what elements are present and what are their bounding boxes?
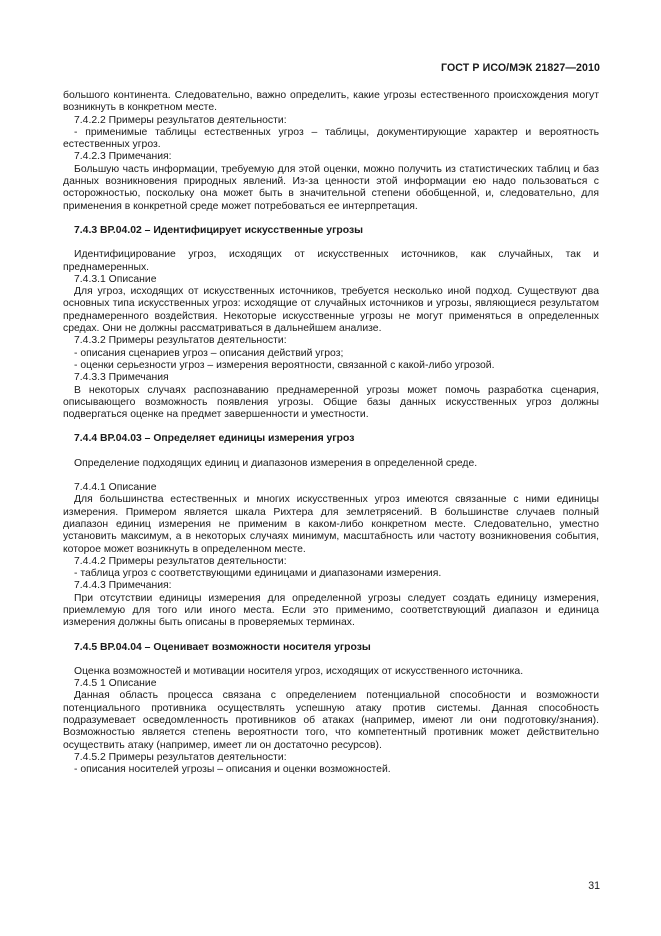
paragraph: Идентифицирование угроз, исходящих от искусственных источников, как случайных, так и преднамеренных. — [63, 249, 599, 273]
subsection-heading: 7.4.2.3 Примечания: — [74, 151, 172, 163]
paragraph: Определение подходящих единиц и диапазонов измерения в определенной среде. — [74, 457, 478, 469]
section-heading: 7.4.4 ВР.04.03 – Определяет единицы измерения угроз — [74, 433, 355, 445]
list-item: - оценки серьезности угроз – измерения вероятности, связанной с какой-либо угрозой. — [74, 359, 495, 371]
document-body — [63, 90, 599, 777]
subsection-heading: 7.4.5 1 Описание — [74, 678, 157, 690]
paragraph: Данная область процесса связана с определением потенциальной способности и возможности потенциального противника осуществлять успешную атаку против системы. Данная способность подразумевает осведомленность противников об атаках (например, имеют ли они подготовку/знания). Возможностью является степень вероятности того, что компетентный противник может действительно осуществить атаку (например, имеет ли он достаточно ресурсов). — [63, 690, 599, 751]
section-heading: 7.4.3 ВР.04.02 – Идентифицирует искусственные угрозы — [74, 224, 363, 236]
paragraph: Большую часть информации, требуемую для этой оценки, можно получить из статистических таблиц и баз данных возникновения природных явлений. Из-за ценности этой информации ею надо пользоваться с осторожностью, поскольку она может быть в значительной степени обобщенной, и, следовательно, для применения в конкретной среде может потребоваться ее интерпретация. — [63, 163, 599, 212]
subsection-heading: 7.4.2.2 Примеры результатов деятельности: — [74, 114, 287, 126]
subsection-heading: 7.4.5.2 Примеры результатов деятельности: — [74, 751, 287, 763]
list-item: - описания сценариев угроз – описания действий угроз; — [74, 347, 344, 359]
paragraph: Для угроз, исходящих от искусственных источников, требуется несколько иной подход. Существуют два основных типа искусственных угроз: исходящие от случайных источников и угрозы, являющиеся результатом преднамеренного воздействия. Некоторые искусственные угрозы не могут применяться в определенных средах. Они не должны рассматриваться в дальнейшем анализе. — [63, 286, 599, 335]
subsection-heading: 7.4.4.3 Примечания: — [74, 580, 172, 592]
subsection-heading: 7.4.4.2 Примеры результатов деятельности: — [74, 555, 287, 567]
list-item: - применимые таблицы естественных угроз – таблицы, документирующие характер и вероятность естественных угроз. — [63, 126, 599, 151]
list-item: - таблица угроз с соответствующими единицами и диапазонами измерения. — [74, 568, 442, 580]
page-number: 31 — [588, 880, 600, 892]
subsection-heading: 7.4.3.3 Примечания — [74, 372, 169, 384]
paragraph: Оценка возможностей и мотивации носителя угроз, исходящих от искусственного источника. — [74, 665, 524, 677]
paragraph: В некоторых случаях распознаванию преднамеренной угрозы может помочь разработка сценария, описывающего возможность появления угрозы. Общие базы данных искусственных угроз должны подвергаться оценке на предмет завершенности и уместности. — [63, 384, 599, 421]
section-heading: 7.4.5 ВР.04.04 – Оценивает возможности носителя угрозы — [74, 641, 371, 653]
subsection-heading: 7.4.3.2 Примеры результатов деятельности: — [74, 335, 287, 347]
paragraph: Для большинства естественных и многих искусственных угроз имеются связанные с ними единицы измерения. Примером является шкала Рихтера для землетрясений. В большинстве случаев полный диапазон единиц измерения не применим в каком-либо конкретном месте. Следовательно, уместно установить максимум, а в некоторых случаях минимум, масштабность или частоту возникновения события, которое может возникнуть в определенном месте. — [63, 494, 599, 555]
subsection-heading: 7.4.4.1 Описание — [74, 482, 157, 494]
paragraph: При отсутствии единицы измерения для определенной угрозы следует создать единицу измерения, приемлемую для того или иного места. Если это применимо, соответствующий диапазон и единица измерения должны быть описаны в проверяемых терминах. — [63, 592, 599, 629]
list-item: - описания носителей угрозы – описания и оценки возможностей. — [74, 764, 391, 776]
subsection-heading: 7.4.3.1 Описание — [74, 273, 157, 285]
paragraph: большого континента. Следовательно, важно определить, какие угрозы естественного происхождения могут возникнуть в конкретном месте. — [63, 90, 599, 114]
document-header: ГОСТ Р ИСО/МЭК 21827—2010 — [441, 62, 600, 74]
